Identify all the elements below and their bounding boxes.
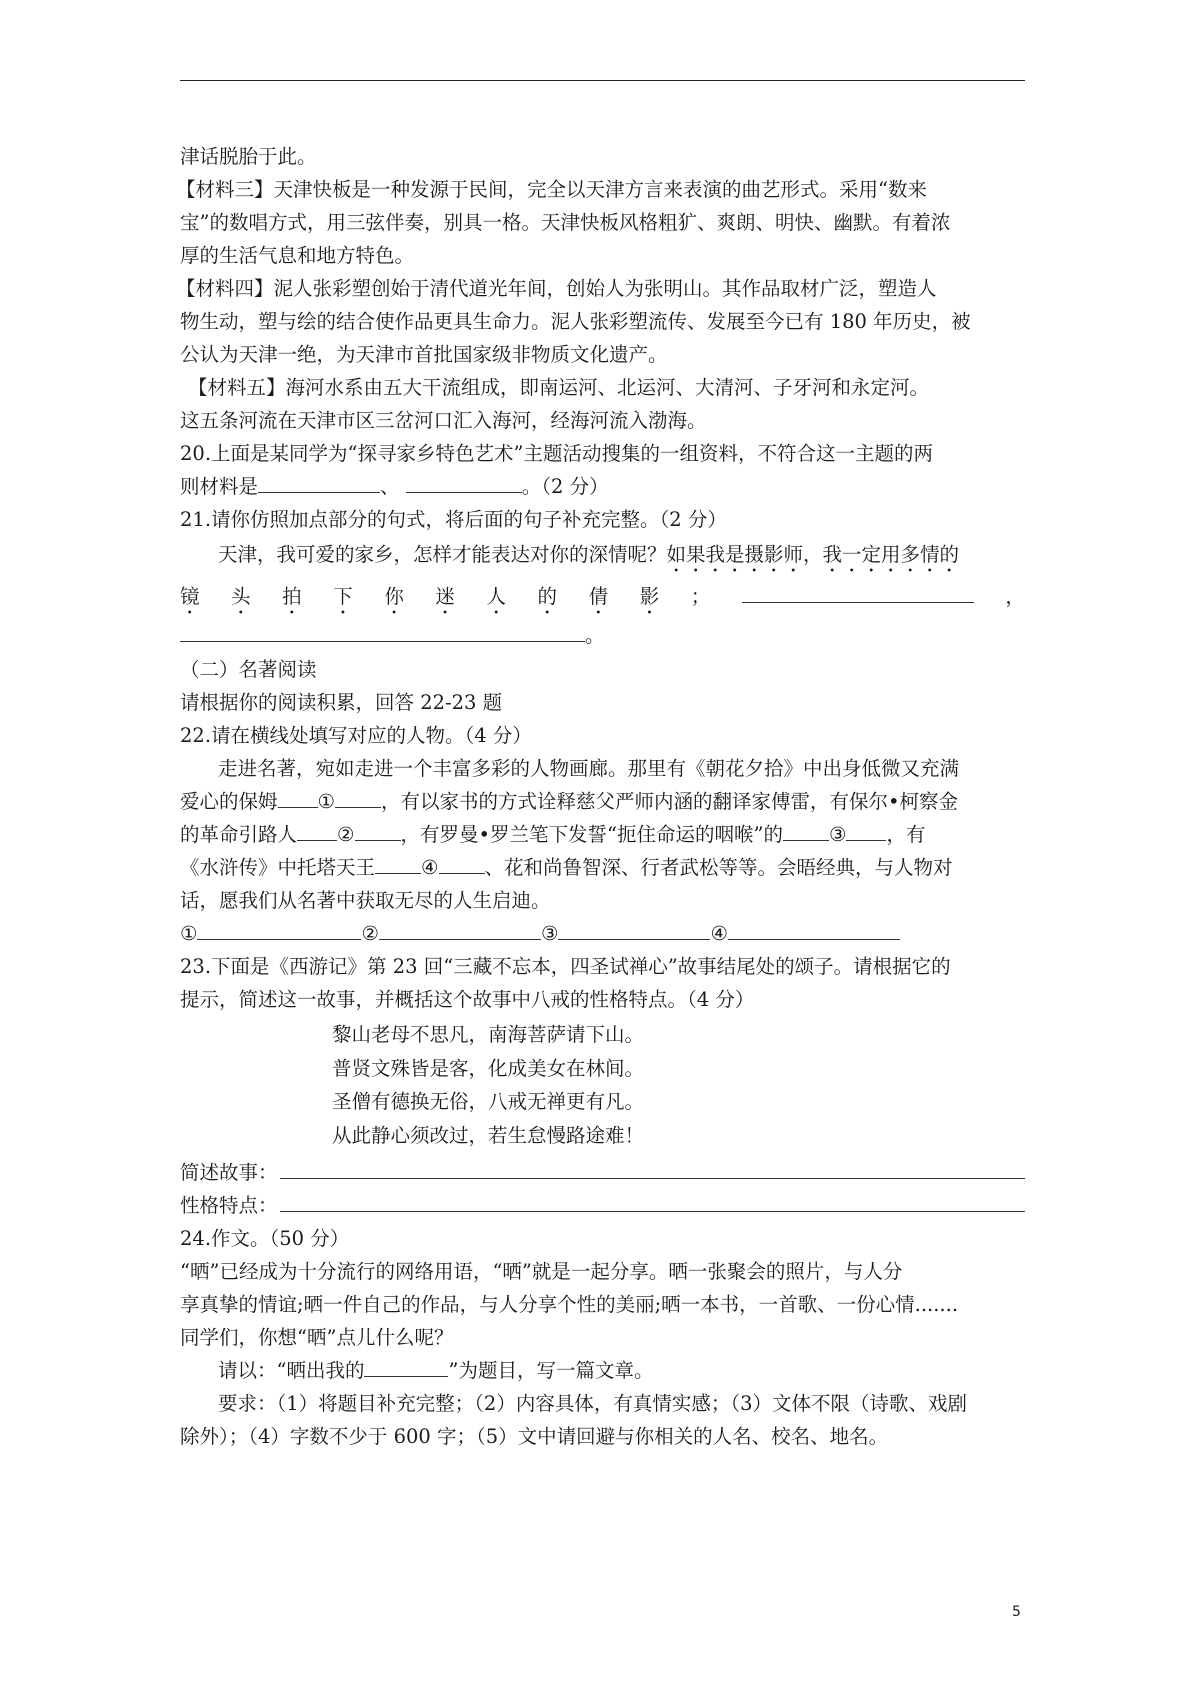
question-22-text: 话，愿我们从名著中获取无尽的人生启迪。 <box>180 889 551 912</box>
answer-blank-3[interactable] <box>558 919 710 940</box>
text-line: 津话脱胎于此。 <box>180 145 317 168</box>
question-20-blanks <box>180 470 1025 503</box>
poem-line: 黎山老母不思凡，南海菩萨请下山。 <box>332 1023 645 1046</box>
question-20: 20.上面是某同学为“探寻家乡特色艺术”主题活动搜集的一组资料，不符合这一主题的两 <box>180 442 933 465</box>
question-24: 24.作文。（50 分） <box>180 1227 350 1250</box>
answer-blank[interactable] <box>742 582 974 603</box>
answer-marker: ② <box>361 922 379 945</box>
page-content <box>176 140 1025 1453</box>
question-22-text <box>180 785 1025 818</box>
answer-blank-1[interactable] <box>258 472 380 493</box>
answer-blank-4[interactable] <box>728 919 900 940</box>
question-21-line-1 <box>180 536 1025 577</box>
material-3-line: 厚的生活气息和地方特色。 <box>180 244 415 267</box>
question-text: ”为题目，写一篇文章。 <box>448 1359 654 1382</box>
title-blank[interactable] <box>364 1356 448 1377</box>
emphasized-char: 你 <box>384 585 404 608</box>
blank-marker: ③ <box>828 823 847 846</box>
question-text: 、花和尚鲁智深、行者武松等等。会晤经典，与人物对 <box>484 856 953 879</box>
essay-title-instruction <box>180 1354 1025 1387</box>
blank-underline <box>278 787 318 808</box>
blank-underline <box>335 787 381 808</box>
emphasized-char: 下 <box>333 585 353 608</box>
emphasized-char: 倩 <box>588 585 609 608</box>
answer-marker: ③ <box>540 922 559 945</box>
material-5-line: 【材料五】海河水系由五大干流组成，即南运河、北运河、大清河、子牙河和永定河。 <box>188 376 930 399</box>
emphasized-char: 头 <box>231 585 251 608</box>
blank-underline <box>439 853 485 874</box>
blank-marker: ① <box>317 790 335 813</box>
trait-answer-blank[interactable] <box>280 1191 1025 1212</box>
essay-prompt: 同学们，你想“晒”点儿什么呢？ <box>180 1326 454 1349</box>
question-21-line-3 <box>180 619 1025 653</box>
answer-marker: ④ <box>710 922 728 945</box>
question-text: ，有罗曼•罗兰笔下发誓“扼住命运的咽喉”的 <box>400 823 783 846</box>
header-rule <box>180 80 1025 81</box>
question-text: 、 <box>380 475 400 498</box>
blank-underline <box>355 820 401 841</box>
material-3-line: 【材料三】天津快板是一种发源于民间，完全以天津方言来表演的曲艺形式。采用“数来 <box>176 178 927 201</box>
question-22-text <box>180 818 1025 851</box>
emphasized-char: 人 <box>486 585 506 608</box>
question-21-line-2 <box>180 577 1025 619</box>
material-4-line: 【材料四】泥人张彩塑创始于清代道光年间，创始人为张明山。其作品取材广泛，塑造人 <box>176 277 937 300</box>
blank-underline <box>297 820 337 841</box>
material-4-line: 物生动，塑与绘的结合使作品更具生命力。泥人张彩塑流传、发展至今已有 180 年历史，被 <box>180 310 971 333</box>
answer-blank-1[interactable] <box>197 919 361 940</box>
material-4-line: 公认为天津一绝，为天津市首批国家级非物质文化遗产。 <box>180 343 668 366</box>
question-text: 则材料是 <box>180 475 259 498</box>
answer-label: 性格特点： <box>180 1194 278 1217</box>
question-22: 22.请在横线处填写对应的人物。（4 分） <box>180 724 532 747</box>
blank-marker: ② <box>337 823 355 846</box>
punctuation: 。 <box>585 624 605 647</box>
emphasized-char: 迷 <box>435 585 455 608</box>
question-text: 。（2 分） <box>521 475 609 498</box>
blank-underline <box>846 820 886 841</box>
answer-blank[interactable] <box>180 621 585 642</box>
emphasized-char: 镜 <box>180 585 200 608</box>
question-text: 请以：“晒出我的 <box>218 1359 365 1382</box>
poem-line: 普贤文殊皆是客，化成美女在林间。 <box>332 1056 645 1080</box>
question-23: 提示，简述这一故事，并概括这个故事中八戒的性格特点。（4 分） <box>180 988 755 1011</box>
story-answer-line <box>180 1156 1025 1189</box>
essay-prompt: 享真挚的情谊;晒一件自己的作品，与人分享个性的美丽;晒一本书，一首歌、一份心情....... <box>180 1293 959 1316</box>
story-answer-blank[interactable] <box>280 1158 1025 1179</box>
question-text: 的革命引路人 <box>180 823 298 846</box>
emphasized-char: 拍 <box>282 585 302 608</box>
essay-requirements: 除外）；（4）字数不少于 600 字；（5）文中请回避与你相关的人名、校名、地名。 <box>180 1425 889 1448</box>
blank-underline <box>375 853 421 874</box>
question-22-answers <box>180 917 1025 950</box>
section-title: （二）名著阅读 <box>180 658 317 681</box>
poem <box>180 1018 1025 1152</box>
blank-marker: ④ <box>421 856 439 879</box>
section-instruction: 请根据你的阅读积累，回答 22-23 题 <box>180 691 503 714</box>
question-23: 23.下面是《西游记》第 23 回“三藏不忘本，四圣试禅心”故事结尾处的颂子。请根据它的 <box>180 955 951 978</box>
essay-requirements: 要求：（1）将题目补充完整；（2）内容具体，有真情实感；（3）文体不限（诗歌、戏剧 <box>218 1392 967 1415</box>
page-number: 5 <box>1012 1604 1021 1620</box>
punctuation: ， <box>1005 585 1025 608</box>
question-22-text: 走进名著，宛如走进一个丰富多彩的人物画廊。那里有《朝花夕拾》中出身低微又充满 <box>218 757 960 780</box>
emphasized-text: 如果我是摄影师，我一定用多情的 <box>666 543 960 566</box>
answer-label: 简述故事： <box>180 1161 278 1184</box>
answer-marker: ① <box>180 922 198 945</box>
question-text: 爱心的保姆 <box>180 790 278 813</box>
punctuation: ； <box>690 585 711 608</box>
question-22-text <box>180 851 1025 884</box>
question-text: 《水浒传》中托塔天王 <box>180 856 376 879</box>
material-5-line: 这五条河流在天津市区三岔河口汇入海河，经海河流入渤海。 <box>180 409 707 432</box>
essay-prompt: “晒”已经成为十分流行的网络用语，“晒”就是一起分享。晒一张聚会的照片，与人分 <box>180 1260 903 1283</box>
answer-blank-2[interactable] <box>379 919 541 940</box>
question-text: ，有以家书的方式诠释慈父严师内涵的翻译家傅雷，有保尔•柯察金 <box>381 790 959 813</box>
material-3-line: 宝”的数唱方式，用三弦伴奏，别具一格。天津快板风格粗犷、爽朗、明快、幽默。有着浓 <box>180 211 951 234</box>
emphasized-char: 影 <box>639 585 660 608</box>
blank-underline <box>783 820 829 841</box>
emphasized-char: 的 <box>537 585 558 608</box>
poem-line: 圣僧有德换无俗，八戒无禅更有凡。 <box>332 1090 645 1113</box>
answer-blank-2[interactable] <box>406 472 522 493</box>
poem-line: 从此静心须改过，若生怠慢路途难！ <box>332 1123 645 1147</box>
question-text: 天津，我可爱的家乡，怎样才能表达对你的深情呢？ <box>218 543 667 566</box>
question-21: 21.请你仿照加点部分的句式，将后面的句子补充完整。（2 分） <box>180 508 727 531</box>
question-text: ，有 <box>886 823 926 846</box>
trait-answer-line <box>180 1189 1025 1222</box>
